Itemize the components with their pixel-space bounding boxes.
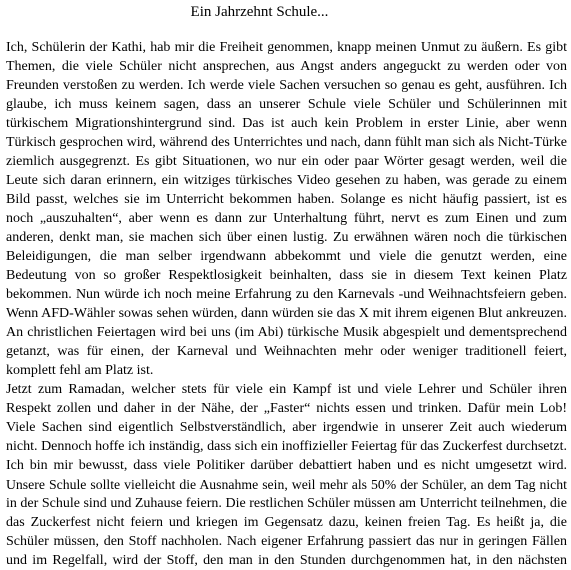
body-text-line: ziemlich ausgegrenzt. Es gibt Situationen, wo nur ein oder paar Wörter gesagt werden, weil die <box>6 154 567 169</box>
body-text-line: Ich bin mir bewusst, dass viele Politiker darüber debattiert haben und es nicht umgesetzt wird. <box>6 458 567 473</box>
body-text-line: Unsere Schule sollte vielleicht die Ausnahme sein, weil mehr als 50% der Schüler, an dem Tag nicht <box>6 477 567 492</box>
body-text-line: anderen, denkt man, sie machen sich über einen lustig. Zu erwähnen wären noch die türkischen <box>6 230 567 245</box>
body-text-line: noch „auszuhalten“, aber wenn es dann zur Unterhaltung führt, nervt es zum Einen und zum <box>6 211 567 226</box>
body-text-line: nicht. Dennoch hoffe ich inständig, dass sich ein inoffizieller Feiertag für das Zuckerfest durchsetzt. <box>6 439 567 454</box>
body-text-line: Bedeutung von so großer Respektlosigkeit beinhalten, dass sie in diesem Text keinen Platz <box>6 268 567 283</box>
body-text-line: Viele Sachen sind eigentlich Selbstverständlich, aber irgendwie in unserer Zeit auch wiederum <box>6 420 567 435</box>
body-text-line: Wenn AFD-Wähler sowas sehen würden, dann würden sie das X mit ihrem eigenen Blut ankreuzen. <box>6 306 567 321</box>
document-title: Ein Jahrzehnt Schule... <box>190 4 329 20</box>
body-text-line: Jetzt zum Ramadan, welcher stets für viele ein Kampf ist und viele Lehrer und Schüler ihren <box>6 382 567 397</box>
body-text-line: Respekt zollen und daher in der Nähe, der „Faster“ nichts essen und trinken. Dafür mein Lob! <box>6 401 567 416</box>
body-text-line: Freunden verstoßen zu werden. Ich werde viele Sachen versuchen so genau es geht, ausführen. Ich <box>6 78 567 93</box>
body-text-line: und im Regelfall, wird der Stoff, den man in den Stunden durchgenommen hat, in den nächsten <box>6 553 567 568</box>
body-text-line: komplett fehl am Platz ist. <box>6 363 154 378</box>
body-text-line: glaube, ich muss keinem sagen, dass an unserer Schule viele Schüler und Schülerinnen mit <box>6 97 567 112</box>
body-text-line: getanzt, was für einen, der Karneval und Weihnachten mehr oder weniger traditionell feiert, <box>6 344 567 359</box>
body-text-line: Bild passt, welches sie im Unterricht bekommen haben. Solange es nicht häufig passiert, ist es <box>6 192 567 207</box>
body-text-line: Türkisch gesprochen wird, während des Unterrichtes und nach, dann fühlt man sich als Nicht-Türke <box>6 135 567 150</box>
body-text-line: bekommen. Nun würde ich noch meine Erfahrung zu den Karnevals -und Weihnachtsfeiern geben. <box>6 287 567 302</box>
body-text-line: Leute sich daran erinnern, ein witziges türkisches Video gesehen zu haben, was gerade zu einem <box>6 173 567 188</box>
body-text-line: Schüler müssen, den Stoff nachholen. Nach eigener Erfahrung passiert das nur in geringen Fällen <box>6 534 567 549</box>
body-text-line: das Zuckerfest nicht feiern und kriegen im Gegensatz dazu, keinen freien Tag. Es heißt ja, die <box>6 515 567 530</box>
body-text-line: Beleidigungen, die man selber irgendwann abbekommt und viele die genutzt werden, eine <box>6 249 567 264</box>
body-text-line: in der Schule sind und Zuhause feiern. Die restlichen Schüler müssen am Unterricht teilnehmen, die <box>6 496 567 511</box>
document-body <box>0 38 571 570</box>
body-text-line: Themen, die viele Schüler nicht ansprechen, aus Angst anders angeguckt zu werden oder von <box>6 59 567 74</box>
body-text-line: An christlichen Feiertagen wird bei uns (im Abi) türkische Musik abgespielt und dementsprechend <box>6 325 567 340</box>
body-text-line: türkischem Migrationshintergrund sind. Das ist auch kein Problem in erster Linie, aber wenn <box>6 116 567 131</box>
body-text-line: Ich, Schülerin der Kathi, hab mir die Freiheit genommen, knapp meinen Unmut zu äußern. Es gibt <box>6 40 567 55</box>
